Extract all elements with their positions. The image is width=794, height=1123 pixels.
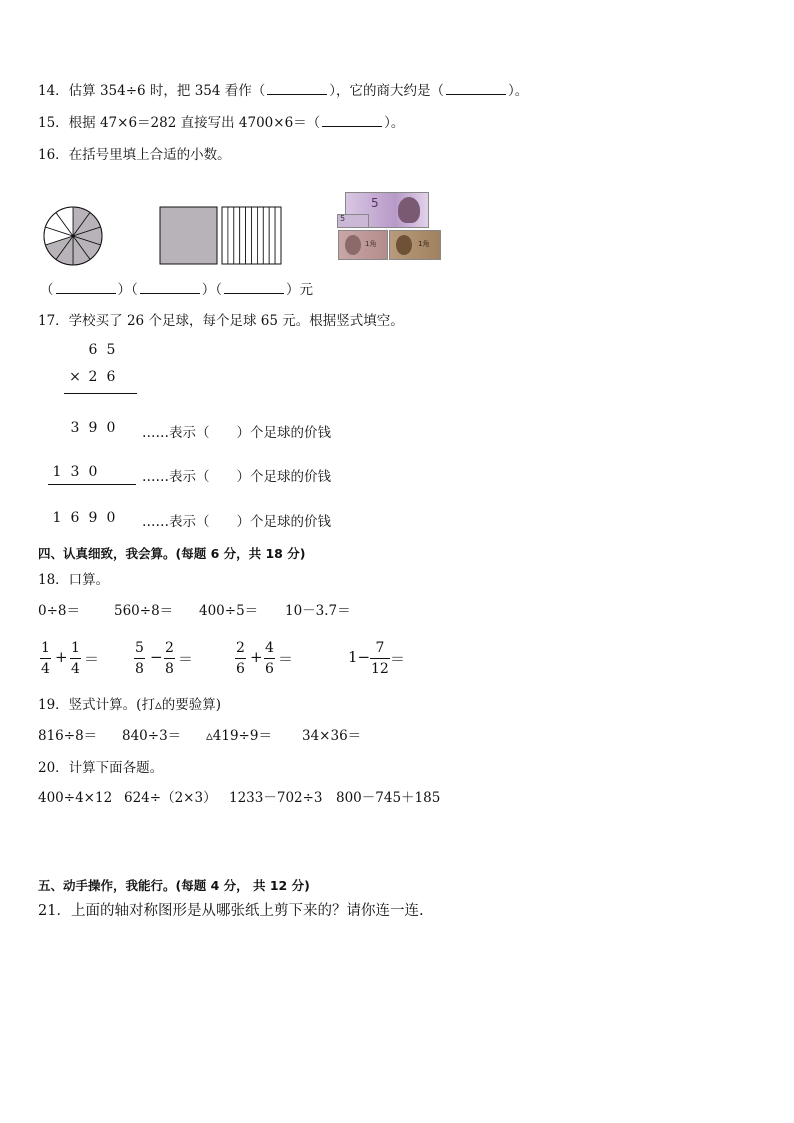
banknote-denomination: 5: [371, 196, 379, 210]
strip: [263, 207, 269, 264]
strip: [275, 207, 281, 264]
answer-blank[interactable]: [322, 114, 382, 127]
question-17: 17．学校买了 26 个足球，每个足球 65 元。根据竖式填空。: [38, 313, 404, 329]
times-sign: ×: [69, 369, 81, 385]
strip: [252, 207, 258, 264]
equals: ＝: [278, 650, 294, 668]
partial-product-2: 1 3 0: [52, 464, 98, 480]
vertical-multiplicand: 6 5: [88, 342, 116, 358]
answer-blank[interactable]: [140, 281, 200, 294]
operator: +: [250, 648, 263, 666]
banknote-1-jiao-right: 1角: [389, 230, 441, 260]
question-20: 20．计算下面各题。: [38, 760, 164, 776]
question-18: 18．口算。: [38, 572, 110, 588]
answer-blank[interactable]: [267, 82, 327, 95]
portrait-icon: [345, 235, 361, 255]
section-5-title: 五、动手操作，我能行。(每题 4 分， 共 12 分): [38, 878, 310, 893]
q18-item-1: 0÷8＝: [38, 603, 80, 619]
strip: [246, 207, 252, 264]
note-partial-1: ……表示（ ）个足球的价钱: [142, 425, 331, 441]
operator: −: [150, 648, 163, 666]
fraction: 4 6: [265, 640, 274, 677]
q16-answers: （ ）（ ）（ ）元: [40, 282, 313, 298]
q20-item-3: 1233－702÷3: [229, 790, 323, 806]
lead-term: 1−: [348, 648, 371, 666]
question-15: [38, 114, 404, 132]
question-16: 16．在括号里填上合适的小数。: [38, 147, 231, 163]
note-partial-2: ……表示（ ）个足球的价钱: [142, 469, 331, 485]
q19-item-2: 840÷3＝: [122, 728, 182, 744]
q14-suffix: ）。: [508, 83, 529, 99]
question-19: 19．竖式计算。(打▵的要验算): [38, 697, 221, 713]
answer-blank[interactable]: [56, 281, 116, 294]
q18-item-3: 400÷5＝: [199, 603, 259, 619]
strip: [269, 207, 275, 264]
operator: +: [55, 648, 68, 666]
q20-item-2: 624÷（2×3）: [124, 790, 217, 806]
q19-item-1: 816÷8＝: [38, 728, 98, 744]
q15-prefix: 15．根据 47×6＝282 直接写出 4700×6＝（: [38, 115, 321, 131]
q18-item-2: 560÷8＝: [114, 603, 174, 619]
strip: [257, 207, 263, 264]
vertical-rule-2: [48, 484, 136, 485]
portrait-icon: [398, 197, 420, 223]
answer-blank[interactable]: [446, 82, 506, 95]
square-figure: [159, 206, 219, 266]
fraction: 2 6: [236, 640, 245, 677]
portrait-icon: [396, 235, 412, 255]
q20-item-4: 800－745＋185: [336, 790, 441, 806]
note-result: ……表示（ ）个足球的价钱: [142, 514, 331, 530]
q18-item-4: 10－3.7＝: [285, 603, 351, 619]
equals: ＝: [178, 650, 194, 668]
q19-item-3: ▵419÷9＝: [206, 728, 272, 744]
pie-figure: [42, 205, 104, 267]
partial-product-1: 3 9 0: [70, 420, 116, 436]
q14-mid: ），它的商大约是（: [329, 83, 445, 99]
strip: [222, 207, 228, 264]
fraction: 7 12: [371, 640, 389, 677]
fraction: 5 8: [135, 640, 144, 677]
q15-suffix: ）。: [384, 115, 405, 131]
q20-item-1: 400÷4×12: [38, 790, 113, 806]
vertical-rule-1: [64, 393, 137, 394]
fraction: 2 8: [165, 640, 174, 677]
fraction: 1 4: [71, 640, 80, 677]
money-picture: [337, 192, 441, 260]
striped-figure: [221, 206, 283, 266]
q14-prefix: 14．估算 354÷6 时，把 354 看作（: [38, 83, 266, 99]
fraction: 1 4: [41, 640, 50, 677]
strip: [240, 207, 246, 264]
vertical-multiplier: × 2 6: [66, 369, 120, 385]
q19-item-4: 34×36＝: [302, 728, 362, 744]
banknote-5-jiao: 5: [337, 214, 369, 228]
unit-yuan: 元: [299, 282, 313, 298]
equals: ＝: [390, 650, 406, 668]
banknote-1-jiao-left: 1角: [338, 230, 388, 260]
section-4-title: 四、认真细致，我会算。(每题 6 分，共 18 分): [38, 546, 306, 561]
question-21: 21．上面的轴对称图形是从哪张纸上剪下来的？请你连一连.: [38, 903, 424, 919]
vertical-result: 1 6 9 0: [52, 510, 116, 526]
strip: [228, 207, 234, 264]
answer-blank[interactable]: [224, 281, 284, 294]
strip: [234, 207, 240, 264]
question-14: [38, 82, 528, 100]
equals: ＝: [84, 650, 100, 668]
